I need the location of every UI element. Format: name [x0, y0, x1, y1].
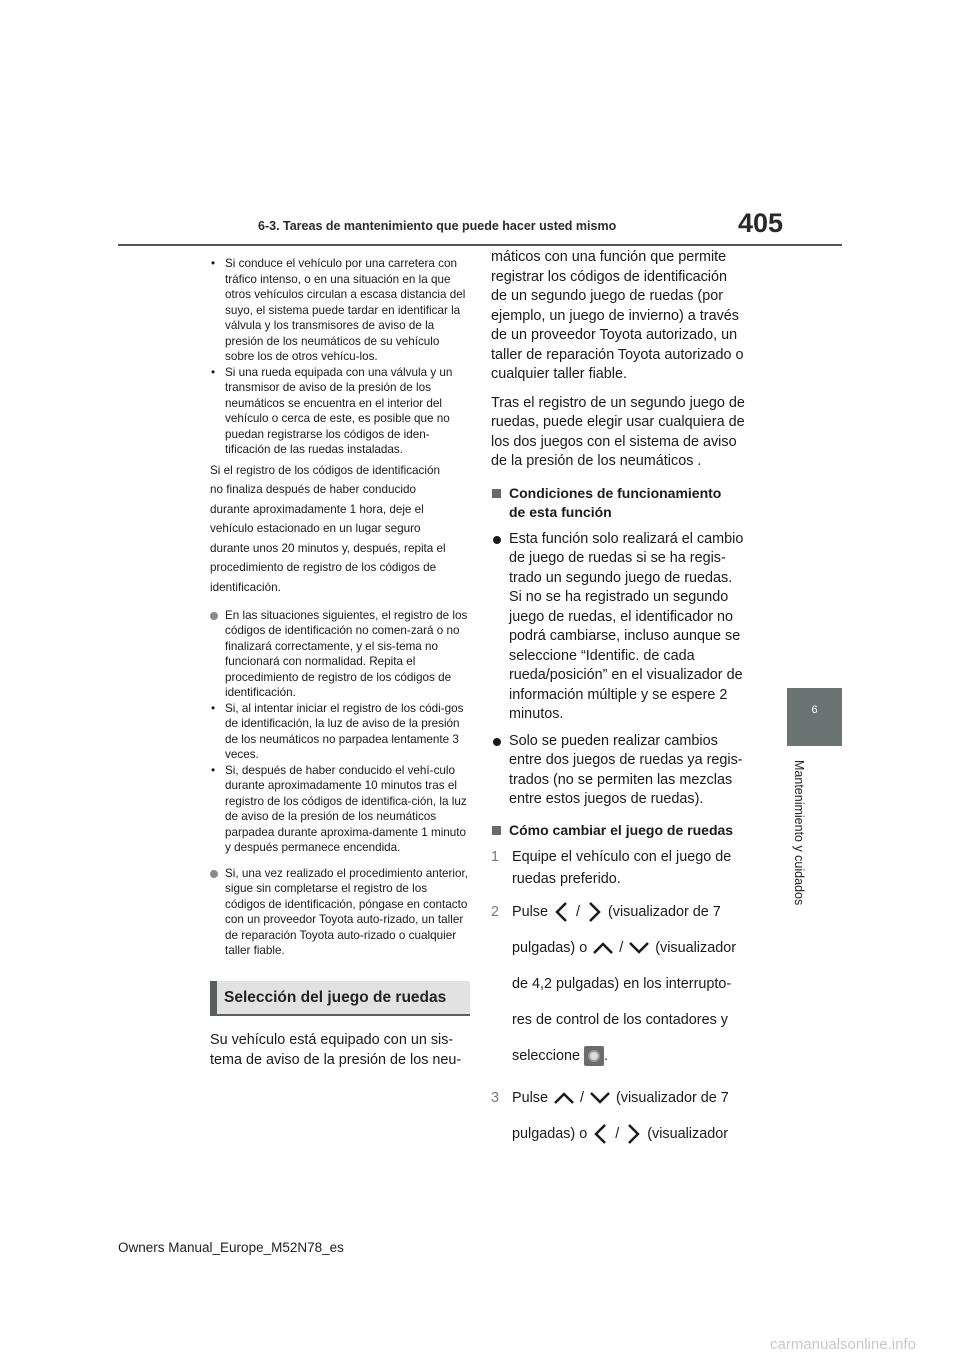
list-item: Esta función solo realizará el cambio de juego de ruedas si se ha regis- trado un segundo juego de ruedas. Si no se ha registrado un segundo juego de ruedas, el identificador no podrá cambiarse, incluso aunque se seleccione “Identific. de cada rueda/posición” en el visualizador de información múltiple y se espere 2 minutos.: [491, 530, 753, 725]
note-item: En las situaciones siguientes, el registro de los códigos de identificación no comen-zará o no finalizará correctamente, y el sis-tema no funcionará con normalidad. Repita el procedimiento de registro de los códigos de identificación.: [210, 608, 470, 701]
list-item: • Si una rueda equipada con una válvula y un transmisor de aviso de la presión de los neumáticos se encuentra en el interior del vehículo o cerca de este, es posible que no puedan registrarse los códigos de iden-tificación de las ruedas instaladas.: [210, 365, 470, 458]
step-2: 2 Pulse / (visualizador de 7 pulgadas) o / (visualizador de 4,2 pulgadas) en los interrupto- res de control de los contadores y seleccione .: [491, 894, 753, 1074]
gear-icon: [584, 1046, 604, 1066]
note-bullet-icon: [210, 870, 218, 878]
chevron-right-icon: [584, 900, 604, 924]
bullet-icon: [493, 738, 501, 746]
note-item: Si, una vez realizado el procedimiento anterior, sigue sin completarse el registro de los códigos de identificación, póngase en contacto con un proveedor Toyota auto-rizado, un taller de reparación Toyota auto-rizado o cualquier taller fiable.: [210, 866, 470, 959]
square-bullet-icon: [492, 489, 501, 498]
running-header: 6-3. Tareas de mantenimiento que puede hacer usted mismo: [258, 219, 617, 233]
header-divider: [118, 244, 842, 246]
subheading: Condiciones de funcionamiento de esta función: [491, 484, 753, 523]
chevron-down-icon: [627, 940, 651, 956]
chevron-left-icon: [552, 900, 572, 924]
footer: Owners Manual_Europe_M52N78_es: [118, 1240, 344, 1255]
list-item: Solo se pueden realizar cambios entre dos juegos de ruedas ya regis- trados (no se permiten las mezclas entre estos juegos de ruedas).: [491, 732, 753, 810]
list-item: • Si, al intentar iniciar el registro de los códi-gos de identificación, la luz de aviso de la presión de los neumáticos no parpadea lentamente 3 veces.: [210, 701, 470, 763]
watermark: carmanualsonline.info: [770, 1336, 916, 1353]
section-heading: Selección del juego de ruedas: [210, 981, 470, 1016]
list-item: • Si, después de haber conducido el vehí-culo durante aproximadamente 10 minutos tras el registro de los códigos de identifica-ción, la luz de aviso de la presión de los neumáticos parpadea durante aproxima-damente 1 minuto y después permanece encendida.: [210, 763, 470, 856]
step-1: 1 Equipe el vehículo con el juego de ruedas preferido.: [491, 849, 732, 887]
square-bullet-icon: [492, 826, 501, 835]
right-column: [491, 248, 753, 1152]
page-number: 405: [738, 208, 784, 238]
chapter-label: Mantenimiento y cuidados: [792, 760, 806, 906]
paragraph: Tras el registro de un segundo juego de ruedas, puede elegir usar cualquiera de los dos juegos con el sistema de aviso de la presión de los neumáticos .: [491, 394, 745, 469]
chapter-tab[interactable]: 6: [787, 688, 842, 746]
chevron-up-icon: [591, 940, 615, 956]
paragraph: Su vehículo está equipado con un sis- tema de aviso de la presión de los neu-: [210, 1031, 462, 1068]
subheading: Cómo cambiar el juego de ruedas: [491, 821, 753, 841]
chevron-left-icon: [591, 1122, 611, 1146]
step-3: 3 Pulse / (visualizador de 7 pulgadas) o / (visualizador: [491, 1080, 753, 1152]
paragraph: máticos con una función que permite registrar los códigos de identificación de un segundo juego de ruedas (por ejemplo, un juego de invierno) a través de un proveedor Toyota autorizado, un taller de reparación Toyota autorizado o cualquier taller fiable.: [491, 249, 744, 382]
note-bullet-icon: [210, 612, 218, 620]
left-column: [210, 256, 470, 1070]
chevron-up-icon: [552, 1090, 576, 1106]
paragraph: Si el registro de los códigos de identificación no finaliza después de haber conducido durante aproximadamente 1 hora, deje el vehículo estacionado en un lugar seguro durante unos 20 minutos y, después, repita el procedimiento de registro de los códigos de identificación.: [210, 463, 446, 595]
chevron-down-icon: [588, 1090, 612, 1106]
bullet-icon: [493, 536, 501, 544]
chevron-right-icon: [623, 1122, 643, 1146]
list-item: • Si conduce el vehículo por una carretera con tráfico intenso, o en una situación en la que otros vehículos circulan a escasa distancia del suyo, el sistema puede tardar en identificar la válvula y los transmisores de aviso de la presión de los neumáticos de su vehículo sobre los de otros vehícu-los.: [210, 256, 470, 365]
